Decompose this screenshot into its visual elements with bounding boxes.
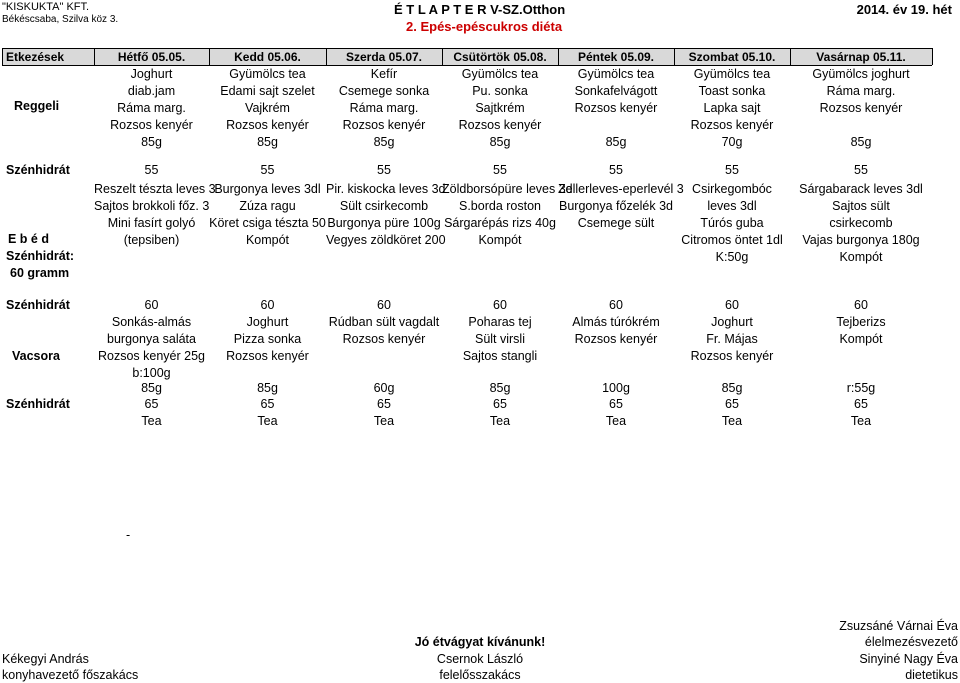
company-name: "KISKUKTA" KFT. <box>2 1 90 13</box>
reggeli-szenhidrat-value: 55 <box>493 163 507 177</box>
ebed-cell: S.borda roston <box>459 199 541 213</box>
reggeli-szenhidrat-value: 55 <box>609 163 623 177</box>
footer-left-role: konyhavezető főszakács <box>2 668 139 682</box>
label-reggeli: Reggeli <box>14 99 60 113</box>
ebed-cell: Zúza ragu <box>239 199 296 213</box>
header-day-3: Szerda 05.07. <box>345 50 423 64</box>
ebed-cell: Sült csirkecomb <box>339 199 429 213</box>
reggeli-cell: Gyümölcs tea <box>461 67 539 81</box>
tea-cell: Tea <box>605 414 627 428</box>
vacsora-cell: Kompót <box>839 332 883 346</box>
vacsora-szenhidrat-value: 65 <box>144 397 159 411</box>
vacsora-cell: 85g <box>141 381 162 395</box>
tea-cell: Tea <box>721 414 743 428</box>
company-address: Békéscsaba, Szilva köz 3. <box>2 14 119 25</box>
reggeli-cell: Csemege sonka <box>338 84 430 98</box>
vacsora-cell: 85g <box>257 381 278 395</box>
reggeli-cell: Rozsos kenyér <box>458 118 542 132</box>
reggeli-cell: Edami sajt szelet <box>220 84 315 98</box>
footer-right-role2: dietetikus <box>905 668 958 682</box>
tea-cell: Tea <box>257 414 278 428</box>
ebed-cell: Csemege sült <box>577 216 655 230</box>
vacsora-cell: Sonkás-almás <box>111 315 192 329</box>
reggeli-cell: Lapka sajt <box>703 101 761 115</box>
ebed-cell: Kompót <box>839 250 883 264</box>
vacsora-szenhidrat-value: 65 <box>725 397 739 411</box>
vacsora-cell: Rozsos kenyér 25g <box>97 349 205 363</box>
reggeli-cell: Ráma marg. <box>117 101 186 115</box>
reggeli-cell: Rozsos kenyér <box>226 118 309 132</box>
ebed-cell: Burgonya leves 3dl <box>214 182 321 196</box>
header-bottom-border <box>2 65 932 66</box>
tea-cell: Tea <box>373 414 395 428</box>
footer-center-name: Csernok László <box>436 652 524 666</box>
ebed-szenhidrat-value: 60 <box>609 298 623 312</box>
ebed-cell: Kompót <box>478 233 522 247</box>
reggeli-cell: Rozsos kenyér <box>690 118 774 132</box>
footer-center-role: felelősszakács <box>439 668 521 682</box>
vacsora-cell: b:100g <box>132 366 171 380</box>
reggeli-cell: 85g <box>489 135 511 149</box>
ebed-cell: Túrós guba <box>700 216 764 230</box>
vacsora-cell: Joghurt <box>711 315 753 329</box>
reggeli-cell: Rozsos kenyér <box>342 118 426 132</box>
reggeli-cell: Vajkrém <box>245 101 290 115</box>
header-day-4: Csütörtök 05.08. <box>453 50 547 64</box>
label-vacsora: Vacsora <box>12 349 60 363</box>
stray-dash: - <box>126 528 131 542</box>
reggeli-cell: Gyümölcs tea <box>577 67 655 81</box>
reggeli-cell: 85g <box>257 135 278 149</box>
tea-cell: Tea <box>850 414 872 428</box>
page-subtitle <box>406 19 562 34</box>
ebed-cell: Sárgarépás rizs 40g <box>444 216 556 230</box>
reggeli-cell: Gyümölcs joghurt <box>812 67 910 81</box>
ebed-cell: Sárgabarack leves 3dl <box>799 182 923 196</box>
reggeli-cell: Gyümölcs tea <box>693 67 771 81</box>
vacsora-szenhidrat-value: 65 <box>377 397 391 411</box>
reggeli-cell: Kefír <box>370 67 398 81</box>
header-day-6: Szombat 05.10. <box>688 50 776 64</box>
ebed-cell: Sajtos brokkoli főz. 3 <box>94 199 210 213</box>
ebed-cell: Vajas burgonya 180g <box>802 233 920 247</box>
ebed-cell: Kompót <box>245 233 290 247</box>
reggeli-cell: Pu. sonka <box>472 84 528 98</box>
ebed-cell: Csirkegombóc <box>692 182 772 196</box>
label-ebed-szenhidrat: Szénhidrát <box>6 298 70 312</box>
page-title: É T L A P T E R V-SZ.Otthon <box>394 2 566 17</box>
ebed-cell: Pir. kiskocka leves 3d <box>326 182 446 196</box>
ebed-cell: Sajtos sült <box>832 199 890 213</box>
ebed-cell: Citromos öntet 1dl <box>681 233 783 247</box>
vacsora-cell: burgonya saláta <box>107 332 196 346</box>
ebed-cell: (tepsiben) <box>123 233 180 247</box>
label-reggeli-szenhidrat: Szénhidrát <box>6 163 70 177</box>
vacsora-cell: Sült virsli <box>474 332 525 346</box>
label-60-gramm: 60 gramm <box>10 266 70 280</box>
vacsora-cell: Rozsos kenyér <box>342 332 426 346</box>
vacsora-cell: r:55g <box>846 381 876 395</box>
vacsora-cell: 60g <box>373 381 395 395</box>
header-day-5: Péntek 05.09. <box>577 50 655 64</box>
reggeli-cell: diab.jam <box>127 84 176 98</box>
reggeli-cell: 85g <box>850 135 872 149</box>
reggeli-szenhidrat-value: 55 <box>377 163 391 177</box>
reggeli-szenhidrat-value: 55 <box>854 163 868 177</box>
vacsora-cell: Rozsos kenyér <box>574 332 658 346</box>
ebed-szenhidrat-value: 60 <box>854 298 868 312</box>
label-ebed: E b é d <box>8 232 49 246</box>
vacsora-cell: Poharas tej <box>468 315 532 329</box>
week-label: 2014. év 19. hét <box>856 2 952 17</box>
reggeli-cell: Toast sonka <box>698 84 766 98</box>
reggeli-szenhidrat-value: 55 <box>260 163 275 177</box>
footer-left-name: Kékegyi András <box>2 652 89 666</box>
ebed-cell: Burgonya püre 100g <box>327 216 441 230</box>
reggeli-cell: 70g <box>721 135 743 149</box>
ebed-cell: leves 3dl <box>707 199 757 213</box>
footer-right-name1: Zsuzsáné Várnai Éva <box>839 619 958 633</box>
ebed-cell: Reszelt tészta leves 3 <box>94 182 216 196</box>
reggeli-cell: Rozsos kenyér <box>819 101 903 115</box>
ebed-cell: Burgonya főzelék 3d <box>559 199 673 213</box>
subtitle-text: 2. Epés-epéscukros diéta <box>406 19 563 34</box>
header-column-divider <box>932 48 933 65</box>
ebed-cell: K:50g <box>715 250 749 264</box>
ebed-szenhidrat-value: 60 <box>725 298 739 312</box>
ebed-cell: Vegyes zöldköret 200 <box>326 233 446 247</box>
header-etkezesek: Etkezések <box>6 50 65 64</box>
ebed-cell: Zöldborsópüre leves 3d <box>442 182 573 196</box>
vacsora-cell: Rúdban sült vagdalt <box>328 315 440 329</box>
ebed-cell: Mini fasírt golyó <box>107 216 196 230</box>
header-top-border <box>2 48 932 49</box>
vacsora-cell: Rozsos kenyér <box>226 349 309 363</box>
header-day-2: Kedd 05.06. <box>234 50 301 64</box>
vacsora-szenhidrat-value: 65 <box>260 397 275 411</box>
tea-cell: Tea <box>489 414 511 428</box>
reggeli-szenhidrat-value: 55 <box>725 163 739 177</box>
ebed-szenhidrat-value: 60 <box>260 298 275 312</box>
reggeli-cell: Rozsos kenyér <box>110 118 193 132</box>
reggeli-cell: 85g <box>605 135 627 149</box>
vacsora-cell: Sajtos stangli <box>462 349 538 363</box>
reggeli-cell: 85g <box>373 135 395 149</box>
vacsora-szenhidrat-value: 65 <box>854 397 868 411</box>
vacsora-szenhidrat-value: 65 <box>493 397 507 411</box>
reggeli-cell: Sajtkrém <box>475 101 525 115</box>
reggeli-cell: Ráma marg. <box>826 84 896 98</box>
reggeli-cell: Sonkafelvágott <box>574 84 658 98</box>
vacsora-cell: 85g <box>721 381 743 395</box>
label-ebed-szenhidrat-colon: Szénhidrát: <box>6 249 75 263</box>
reggeli-cell: Joghurt <box>130 67 173 81</box>
footer-right-name2: Sinyiné Nagy Éva <box>859 652 958 666</box>
vacsora-cell: Tejberizs <box>836 315 886 329</box>
header-day-1: Hétfő 05.05. <box>117 50 186 64</box>
reggeli-cell: Rozsos kenyér <box>574 101 658 115</box>
vacsora-cell: Rozsos kenyér <box>690 349 774 363</box>
footer-right-role1: élelmezésvezető <box>864 635 958 649</box>
reggeli-cell: Gyümölcs tea <box>229 67 306 81</box>
vacsora-cell: 85g <box>489 381 511 395</box>
ebed-szenhidrat-value: 60 <box>144 298 159 312</box>
reggeli-szenhidrat-value: 55 <box>144 163 159 177</box>
label-vacsora-szenhidrat: Szénhidrát <box>6 397 70 411</box>
reggeli-cell: Ráma marg. <box>349 101 419 115</box>
vacsora-cell: Joghurt <box>246 315 289 329</box>
vacsora-cell: Pizza sonka <box>233 332 302 346</box>
vacsora-cell: 100g <box>602 381 630 395</box>
vacsora-cell: Almás túrókrém <box>572 315 660 329</box>
reggeli-cell: 85g <box>141 135 162 149</box>
vacsora-cell: Fr. Májas <box>706 332 758 346</box>
ebed-szenhidrat-value: 60 <box>493 298 507 312</box>
ebed-cell: Zellerleves-eperlevél 3 <box>558 182 684 196</box>
header-day-7: Vasárnap 05.11. <box>816 50 906 64</box>
ebed-cell: Köret csiga tészta 50 <box>209 216 326 230</box>
footer-wish: Jó étvágyat kívánunk! <box>414 635 546 649</box>
tea-cell: Tea <box>141 414 162 428</box>
ebed-szenhidrat-value: 60 <box>377 298 391 312</box>
vacsora-szenhidrat-value: 65 <box>609 397 623 411</box>
ebed-cell: csirkecomb <box>829 216 893 230</box>
